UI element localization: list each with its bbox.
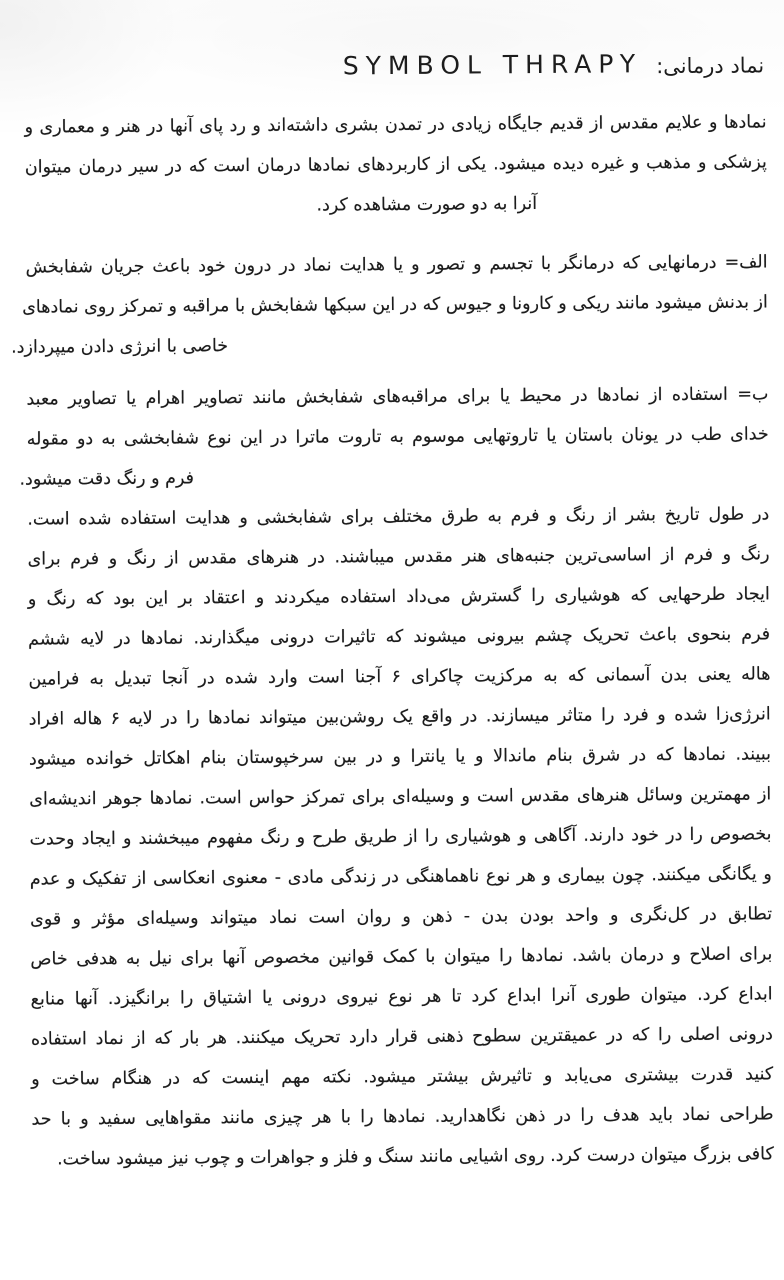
handwritten-line: فرم و رنگ دقت میشود. (19, 468, 195, 490)
handwritten-line: فرم بنحوی باعث تحریک چشم بیرونی میشوند که تاثیرات درونی میگذارند. نمادها در لایه ششم (28, 624, 771, 650)
document-title (24, 43, 766, 93)
document-title-english: SYMBOL THRAPY (342, 49, 643, 81)
handwritten-line: تطابق در کل‌نگری و واحد بودن بدن - ذهن و روان است نماد میتواند وسیله‌ای مؤثر و قوی (30, 904, 773, 930)
handwritten-line: و یگانگی میکنند. چون بیماری و هر نوع ناهماهنگی در زندگی مادی - معنوی انعکاسی از تفکیک و عدم (29, 864, 772, 890)
handwritten-line: پزشکی و مذهب و غیره دیده میشود. یکی از کاربردهای نمادها درمان است که در سیر درمان میتوان (24, 152, 767, 178)
handwritten-line: کنید قدرت بیشتری می‌یابد و تاثیرش بیشتر میشود. نکته مهم اینست که در هنگام ساخت و (31, 1064, 774, 1090)
document-body (11, 43, 774, 1179)
handwritten-line: هاله یعنی بدن آسمانی که به مرکزیت چاکرای ۶ آجنا است وارد شده در آنجا تبدیل به فرامین (28, 664, 771, 690)
handwritten-line: ببیند. نمادها که در شرق بنام ماندالا و یا یانترا و در بین سرخپوستان بنام اهکاتل خوانده میشود (28, 744, 772, 770)
handwritten-line: ابداع کرد. میتوان طوری آنرا ابداع کرد تا هر نوع نیروی درونی یا اشتیاق را برانگیزد. آنها منابع (30, 984, 773, 1010)
handwritten-line: ایجاد طرحهایی که هوشیاری را گسترش می‌داد استفاده میکردند و اعتقاد بر این بود که رنگ و (27, 584, 770, 610)
handwritten-line: برای اصلاح و درمان باشد. نمادها را میتوان با کمک قوانین مخصوص آنها برای نیل به هدفی خاص (30, 944, 773, 970)
paragraph-alef (11, 242, 768, 367)
handwritten-line: ب= استفاده از نمادها در محیط یا برای مراقبه‌های شفابخش مانند تصاویر اهرام یا تصاویر معبد (26, 384, 769, 410)
handwritten-line: در طول تاریخ بشر از رنگ و فرم به طرق مختلف برای شفابخشی و هدایت استفاده شده است. (27, 504, 770, 530)
paragraph-main (27, 494, 774, 1179)
handwritten-line: خاصی با انرژی دادن میپردازد. (11, 336, 229, 358)
paragraph-be (19, 374, 769, 499)
handwritten-line: الف= درمانهایی که درمانگر با تجسم و تصور و یا هدایت نماد در درون خود باعث جریان شفابخش (25, 252, 768, 278)
paragraph-intro (24, 102, 767, 227)
document-title-farsi: نماد درمانی: (656, 53, 765, 79)
handwritten-line: آنرا به دو صورت مشاهده کرد. (316, 194, 538, 216)
handwritten-line: رنگ و فرم از اساسی‌ترین جنبه‌های هنر مقدس میباشند. در هنرهای مقدس از رنگ و فرم برای (27, 544, 770, 570)
handwritten-line: درونی اصلی را که در عمیقترین سطوح ذهنی قرار دارد تحریک میکنند. هر بار که از نماد استفاده (30, 1024, 773, 1050)
handwritten-line: خدای طب در یونان باستان یا تاروتهایی موسوم به تاروت ماترا در این نوع شفابخشی به دو مقوله (26, 424, 769, 450)
handwritten-line: انرژی‌زا شده و فرد را متاثر میسازند. در واقع یک روشن‌بین میتواند نمادها را در لایه ۶ هاله افراد (28, 704, 771, 730)
handwritten-line: از مهمترین وسائل هنرهای مقدس است و وسیله‌ای برای تمرکز حواس است. نمادها جوهر اندیشه‌ای (29, 784, 772, 810)
handwritten-line: از بدنش میشود مانند ریکی و کارونا و جیوس که در این سبکها شفابخش با مراقبه و تمرکز روی نمادهای (22, 292, 768, 318)
handwritten-line: بخصوص را در خود دارند. آگاهی و هوشیاری را از طریق طرح و رنگ مفهوم میبخشند و ایجاد وحدت (29, 824, 772, 850)
handwritten-line: کافی بزرگ میتوان درست کرد. روی اشیایی مانند سنگ و فلز و جواهرات و چوب نیز میشود ساخت. (56, 1144, 774, 1170)
handwritten-line: نمادها و علایم مقدس از قدیم جایگاه زیادی در تمدن بشری داشته‌اند و رد پای آنها در هنر و معماری و (24, 112, 767, 138)
handwritten-line: طراحی نماد باید هدف را در ذهن نگاهدارید. نمادها را با هر چیزی مانند مقواهایی سفید و با حد (31, 1104, 774, 1130)
